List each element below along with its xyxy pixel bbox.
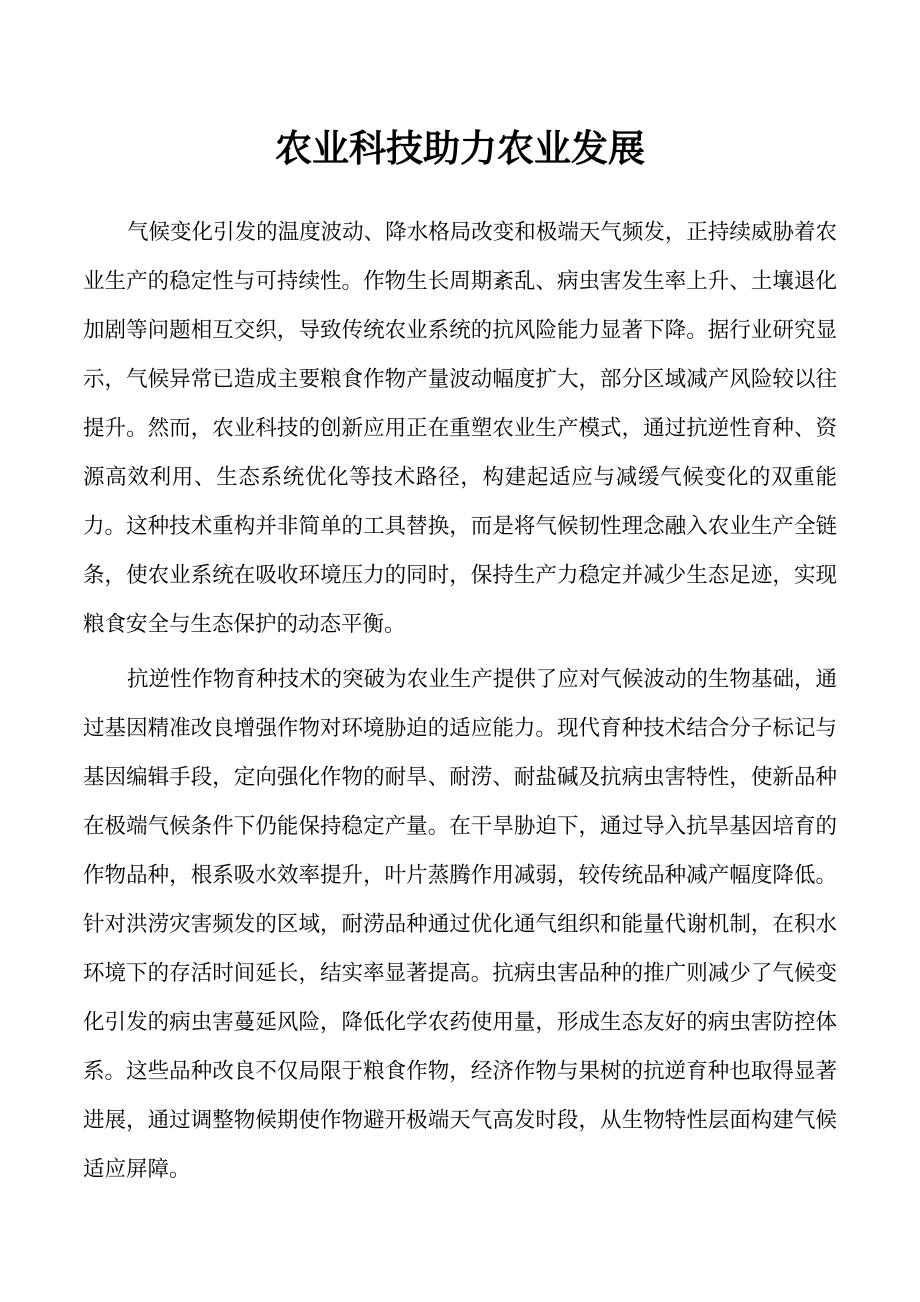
document-title: 农业科技助力农业发展 [275, 128, 645, 169]
paragraph-climate-impact: 气候变化引发的温度波动、降水格局改变和极端天气频发，正持续威胁着农业生产的稳定性与可持续性。作物生长周期紊乱、病虫害发生率上升、土壤退化加剧等问题相互交织，导致传统农业系统的抗风险能力显著下降。据行业研究显示，气候异常已造成主要粮食作物产量波动幅度扩大，部分区域减产风险较以往提升。然而，农业科技的创新应用正在重塑农业生产模式，通过抗逆性育种、资源高效利用、生态系统优化等技术路径，构建起适应与减缓气候变化的双重能力。这种技术重构并非简单的工具替换，而是将气候韧性理念融入农业生产全链条，使农业系统在吸收环境压力的同时，保持生产力稳定并减少生态足迹，实现粮食安全与生态保护的动态平衡。 [83, 220, 837, 636]
paragraph-breeding-technology: 抗逆性作物育种技术的突破为农业生产提供了应对气候波动的生物基础，通过基因精准改良增强作物对环境胁迫的适应能力。现代育种技术结合分子标记与基因编辑手段，定向强化作物的耐旱、耐涝、耐盐碱及抗病虫害特性，使新品种在极端气候条件下仍能保持稳定产量。在干旱胁迫下，通过导入抗旱基因培育的作物品种，根系吸水效率提升，叶片蒸腾作用减弱，较传统品种减产幅度降低。针对洪涝灾害频发的区域，耐涝品种通过优化通气组织和能量代谢机制，在积水环境下的存活时间延长，结实率显著提高。抗病虫害品种的推广则减少了气候变化引发的病虫害蔓延风险，降低化学农药使用量，形成生态友好的病虫害防控体系。这些品种改良不仅局限于粮食作物，经济作物与果树的抗逆育种也取得显著进展，通过调整物候期使作物避开极端天气高发时段，从生物特性层面构建气候适应屏障。 [83, 667, 837, 1181]
